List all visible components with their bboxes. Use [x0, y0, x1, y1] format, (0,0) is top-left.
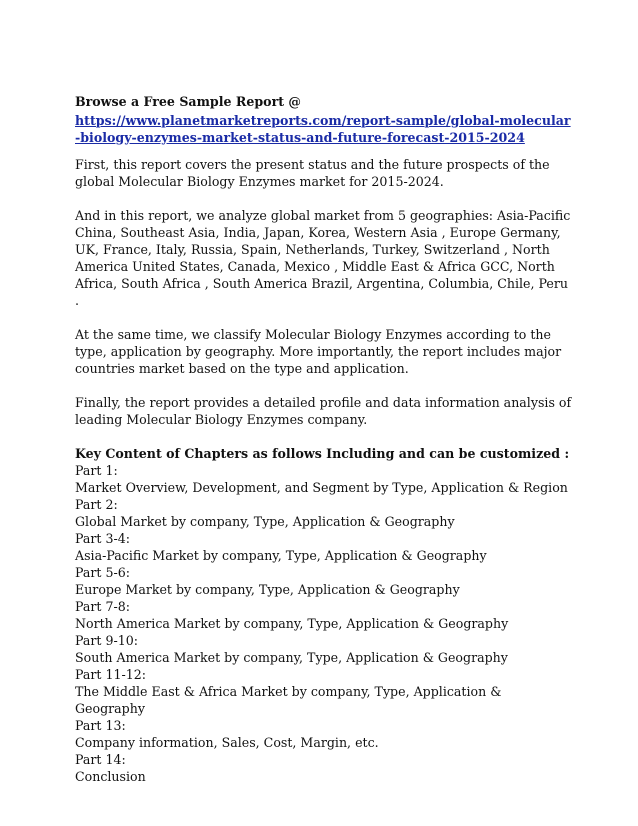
paragraph-geographies: And in this report, we analyze global market from 5 geographies: Asia-Pacific China, Southeast Asia, India, Japan, Korea, Western Asia , Europe Germany, UK, France, Italy, Russia, Spain, Netherlands, Turkey, Switzerland , North America United States, Canada, Mexico , Middle East & Africa GCC, North Africa, South Africa , South America Brazil, Argentina, Columbia, Chile, Peru . — [75, 208, 571, 308]
chapter-part-label: Part 3-4: — [75, 531, 131, 546]
paragraph-profile: Finally, the report provides a detailed profile and data information analysis of leading Molecular Biology Enzymes company. — [75, 395, 572, 427]
chapter-description: Global Market by company, Type, Application & Geography — [75, 514, 455, 529]
sample-report-heading: Browse a Free Sample Report @ — [75, 94, 301, 109]
paragraph-intro: First, this report covers the present status and the future prospects of the global Molecular Biology Enzymes market for 2015-2024. — [75, 157, 550, 189]
chapter-part-label: Part 14: — [75, 752, 126, 767]
chapter-description: The Middle East & Africa Market by company, Type, Application & Geography — [75, 684, 502, 716]
chapter-list — [75, 462, 575, 785]
chapter-description: Europe Market by company, Type, Application & Geography — [75, 582, 460, 597]
document-page — [75, 93, 575, 785]
sample-report-link[interactable]: https://www.planetmarketreports.com/report-sample/global-molecular-biology-enzymes-market-status-and-future-forecast-2015-2024 — [75, 113, 571, 145]
key-content-heading: Key Content of Chapters as follows Including and can be customized : — [75, 446, 570, 461]
chapter-part-label: Part 1: — [75, 463, 118, 478]
paragraph-classification: At the same time, we classify Molecular Biology Enzymes according to the type, application by geography. More importantly, the report includes major countries market based on the type and application. — [75, 327, 562, 376]
chapter-part-label: Part 5-6: — [75, 565, 131, 580]
chapter-part-label: Part 7-8: — [75, 599, 131, 614]
chapter-description: Asia-Pacific Market by company, Type, Application & Geography — [75, 548, 487, 563]
chapter-part-label: Part 9-10: — [75, 633, 139, 648]
chapter-part-label: Part 2: — [75, 497, 118, 512]
chapter-part-label: Part 11-12: — [75, 667, 147, 682]
chapter-description: Company information, Sales, Cost, Margin, etc. — [75, 735, 379, 750]
chapter-part-label: Part 13: — [75, 718, 126, 733]
chapter-description: Market Overview, Development, and Segment by Type, Application & Region — [75, 480, 568, 495]
chapter-description: North America Market by company, Type, Application & Geography — [75, 616, 509, 631]
chapter-description: Conclusion — [75, 769, 146, 784]
chapter-description: South America Market by company, Type, Application & Geography — [75, 650, 508, 665]
